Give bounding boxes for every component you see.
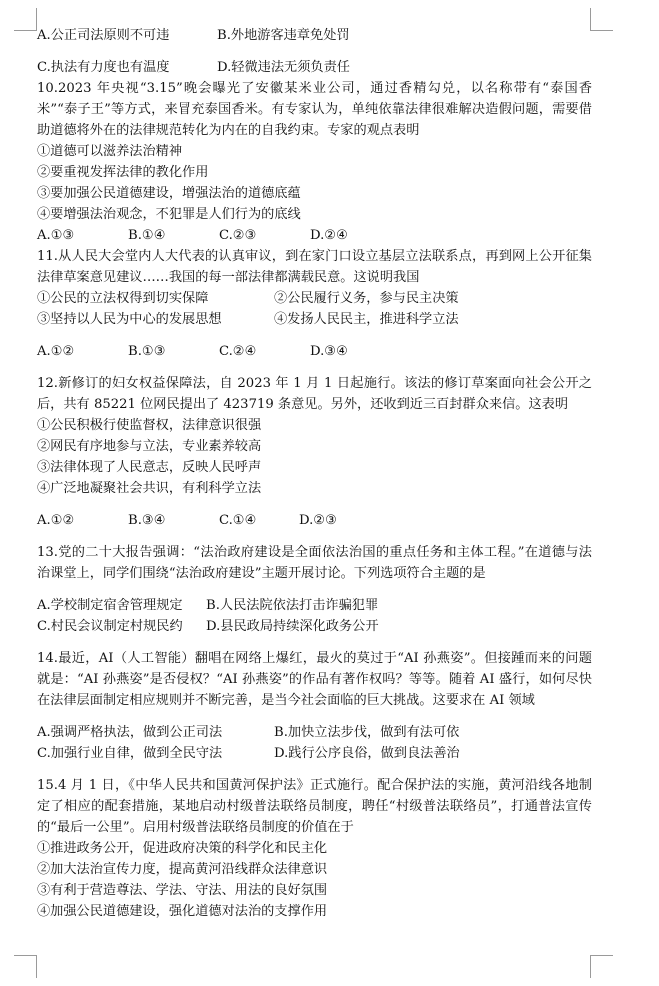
question-15-stem: 15.4 月 1 日，《中华人民共和国黄河保护法》正式施行。配合保护法的实施，黄河沿线各地制定了相应的配套措施，某地启动村级普法联络员制度，聘任“村级普法联络员”，打通普法宣传的“最后一公里”。启用村级普法联络员制度的价值在于: [37, 778, 592, 835]
prev-options-row-2: [37, 57, 592, 78]
question-10-options: [37, 225, 592, 246]
prev-option-c: C.执法有力度也有温度: [37, 60, 170, 75]
question-11-option-a: A.①②: [37, 344, 75, 359]
prev-option-b: B.外地游客违章免处罚: [217, 28, 350, 43]
question-11-item-1: ①公民的立法权得到切实保障: [37, 291, 209, 306]
question-10-item-4: ④要增强法治观念，不犯罪是人们行为的底线: [37, 207, 301, 222]
question-13-options-row-2: [37, 616, 592, 637]
question-14-option-b: B.加快立法步伐，做到有法可依: [274, 725, 460, 740]
question-10-option-a: A.①③: [37, 228, 75, 243]
prev-options-row-1: [37, 25, 592, 46]
question-15-item-3: ③有利于营造尊法、学法、守法、用法的良好氛围: [37, 883, 328, 898]
question-12-option-d: D.②③: [299, 513, 337, 528]
question-10-stem: 10.2023 年央视“3.15”晚会曝光了安徽某米业公司，通过香精勾兑，以名称带有“泰国香米”“泰子王”等方式，来冒充泰国香米。有专家认为，单纯依靠法律很难解决造假问题，需要借助道德将外在的法律规范转化为内在的自我约束。专家的观点表明: [37, 81, 592, 138]
question-14-option-a: A.强调严格执法，做到公正司法: [37, 725, 223, 740]
question-11-options: [37, 341, 592, 362]
question-15-item-4: ④加强公民道德建设，强化道德对法治的支撑作用: [37, 904, 328, 919]
question-11-option-b: B.①③: [128, 344, 166, 359]
question-13-options-row-1: [37, 595, 592, 616]
question-11-item-2: ②公民履行义务，参与民主决策: [274, 291, 459, 306]
question-12-stem: 12.新修订的妇女权益保障法，自 2023 年 1 月 1 日起施行。该法的修订草案面向社会公开之后，共有 85221 位网民提出了 423719 条意见。另外，还收到近三百封群众来信。这表明: [37, 376, 592, 412]
question-11-item-3: ③坚持以人民为中心的发展思想: [37, 312, 222, 327]
question-14-stem: 14.最近，AI（人工智能）翻唱在网络上爆红，最火的莫过于“AI 孙燕姿”。但接踵而来的问题就是：“AI 孙燕姿”是否侵权？“AI 孙燕姿”的作品有著作权吗？等等。随着 AI 盛行，如何尽快在法律层面制定相应规则并不断完善，是当今社会面临的巨大挑战。这要求在 AI 领域: [37, 651, 592, 708]
question-11-items-row-2: [37, 309, 592, 330]
question-13-option-c: C.村民会议制定村规民约: [37, 619, 183, 634]
question-13-stem: 13.党的二十大报告强调：“法治政府建设是全面依法治国的重点任务和主体工程。”在道德与法治课堂上，同学们围绕“法治政府建设”主题开展讨论。下列选项符合主题的是: [37, 545, 592, 581]
question-10-option-d: D.②④: [310, 228, 348, 243]
question-12-option-a: A.①②: [37, 513, 75, 528]
question-10-option-c: C.②③: [219, 228, 257, 243]
question-12-option-b: B.③④: [128, 513, 166, 528]
question-13-option-d: D.县民政局持续深化政务公开: [206, 619, 379, 634]
question-11-item-4: ④发扬人民民主，推进科学立法: [274, 312, 459, 327]
question-14-option-c: C.加强行业自律，做到全民守法: [37, 746, 223, 761]
crop-mark-bottom-left: [14, 955, 37, 978]
crop-mark-bottom-right: [590, 955, 613, 978]
question-13-option-b: B.人民法院依法打击诈骗犯罪: [206, 598, 379, 613]
question-10-item-2: ②要重视发挥法律的教化作用: [37, 165, 209, 180]
question-11-option-c: C.②④: [219, 344, 257, 359]
question-12-item-1: ①公民积极行使监督权，法律意识很强: [37, 418, 262, 433]
exam-page-content: [37, 25, 592, 922]
question-12-option-c: C.①④: [219, 513, 257, 528]
prev-option-d: D.轻微违法无须负责任: [217, 60, 350, 75]
question-14-options-row-1: [37, 722, 592, 743]
question-14-option-d: D.践行公序良俗，做到良法善治: [274, 746, 460, 761]
question-11-option-d: D.③④: [310, 344, 348, 359]
question-10-item-3: ③要加强公民道德建设，增强法治的道德底蕴: [37, 186, 301, 201]
question-10-item-1: ①道德可以滋养法治精神: [37, 144, 183, 159]
crop-mark-top-right: [590, 8, 613, 31]
question-11-stem: 11.从人民大会堂内人大代表的认真审议，到在家门口设立基层立法联系点，再到网上公开征集法律草案意见建议……我国的每一部法律都满载民意。这说明我国: [37, 249, 592, 285]
question-12-item-2: ②网民有序地参与立法，专业素养较高: [37, 439, 262, 454]
question-15-item-1: ①推进政务公开，促进政府决策的科学化和民主化: [37, 841, 328, 856]
crop-mark-top-left: [14, 8, 37, 31]
question-11-items-row-1: [37, 288, 592, 309]
question-12-item-4: ④广泛地凝聚社会共识，有利科学立法: [37, 481, 262, 496]
question-10-option-b: B.①④: [128, 228, 166, 243]
question-15-item-2: ②加大法治宣传力度，提高黄河沿线群众法律意识: [37, 862, 328, 877]
question-12-item-3: ③法律体现了人民意志，反映人民呼声: [37, 460, 262, 475]
question-13-option-a: A.学校制定宿舍管理规定: [37, 598, 183, 613]
prev-option-a: A.公正司法原则不可违: [37, 28, 170, 43]
question-14-options-row-2: [37, 743, 592, 764]
question-12-options: [37, 510, 592, 531]
